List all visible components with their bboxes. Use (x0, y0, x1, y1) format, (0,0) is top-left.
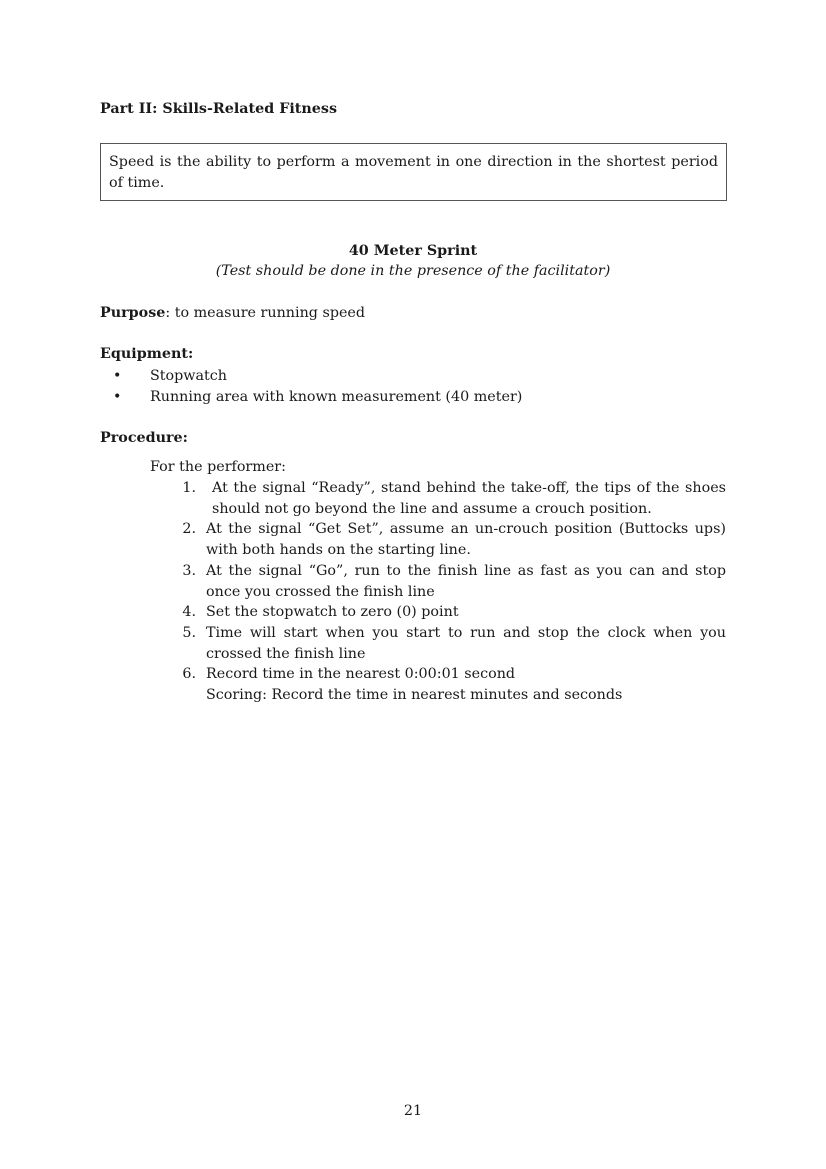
page-number: 21 (403, 1103, 423, 1119)
procedure-label: Procedure: (100, 430, 188, 446)
purpose-text: : to measure running speed (165, 305, 366, 321)
step-number: 5. (182, 625, 196, 641)
bullet-icon: • (113, 368, 122, 384)
procedure-intro: For the performer: (150, 459, 286, 475)
step-text: At the signal “Get Set”, assume an un-crouch position (Buttocks ups) with both hands on the starting line. (206, 521, 726, 558)
step-number: 2. (182, 521, 196, 537)
step-number: 1. (182, 480, 196, 496)
step-text: At the signal “Go”, run to the finish line as fast as you can and stop once you crossed the finish line (206, 563, 726, 600)
test-title: 40 Meter Sprint (348, 243, 478, 259)
step-text: Set the stopwatch to zero (0) point (206, 604, 459, 620)
definition-box: Speed is the ability to perform a movement in one direction in the shortest period of time. (100, 143, 727, 201)
equipment-item: Stopwatch (150, 368, 228, 384)
step-number: 4. (182, 604, 196, 620)
scoring-text: Scoring: Record the time in nearest minutes and seconds (206, 687, 623, 703)
equipment-label: Equipment: (100, 346, 194, 362)
step-number: 3. (182, 563, 196, 579)
step-text: Time will start when you start to run and stop the clock when you crossed the finish line (206, 625, 726, 662)
step-text: At the signal “Ready”, stand behind the take-off, the tips of the shoes should not go beyond the line and assume a crouch position. (212, 480, 726, 517)
test-note: (Test should be done in the presence of the facilitator) (215, 263, 611, 279)
equipment-item: Running area with known measurement (40 meter) (150, 389, 523, 405)
step-number: 6. (182, 666, 196, 682)
bullet-icon: • (113, 389, 122, 405)
step-text: Record time in the nearest 0:00:01 second (206, 666, 516, 682)
purpose (100, 303, 365, 324)
purpose-label: Purpose (100, 305, 166, 321)
section-title: Part II: Skills-Related Fitness (100, 101, 338, 117)
